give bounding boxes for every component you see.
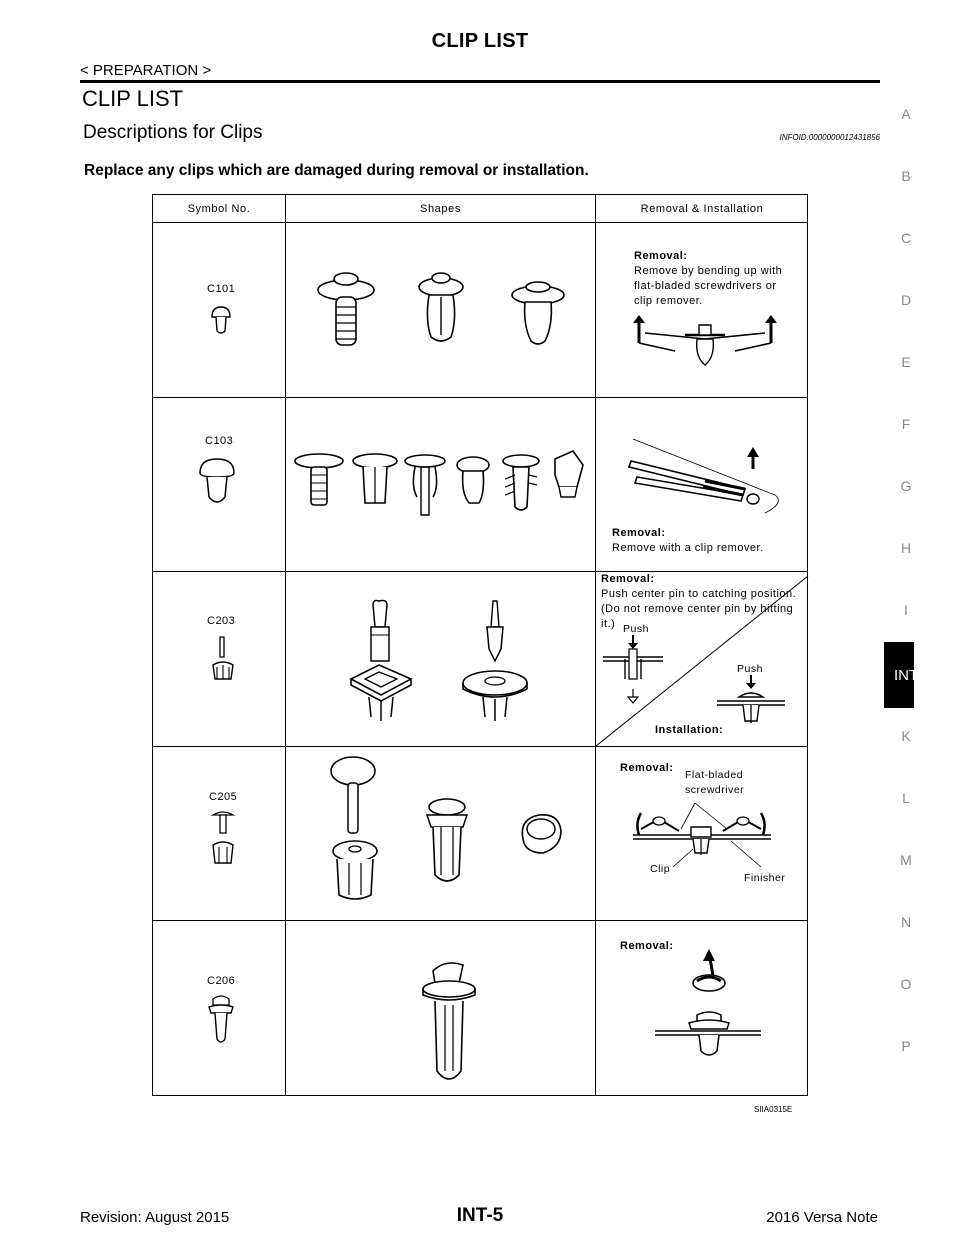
row-divider: [153, 222, 807, 223]
c203-push-label: Push: [623, 623, 649, 635]
c101-small-icon: [209, 305, 233, 337]
side-index-p: P: [901, 1038, 911, 1054]
side-index-d: D: [900, 292, 912, 308]
c103-small-icon: [197, 457, 237, 507]
side-index-e: E: [901, 354, 911, 370]
instruction-text: Replace any clips which are damaged during removal or installation.: [84, 162, 589, 179]
c101-removal-text: [634, 249, 782, 309]
c205-flat-bladed-label: Flat-bladed: [685, 769, 744, 781]
header-removal: Removal & Installation: [640, 203, 764, 215]
c205-removal-figure: [631, 799, 781, 869]
c203-shapes-figure: [349, 599, 545, 729]
side-index-h: H: [900, 540, 912, 556]
c103-removal-line: Remove with a clip remover.: [612, 542, 764, 554]
header-symbol: Symbol No.: [187, 203, 251, 215]
symbol-c203: C203: [207, 615, 236, 627]
c103-removal-text: [612, 526, 764, 556]
header-rule: [80, 80, 880, 83]
c103-removal-label: Removal:: [612, 527, 666, 539]
c101-removal-line: flat-bladed screwdrivers or: [634, 280, 777, 292]
row-divider: [153, 397, 807, 398]
footer-revision: Revision: August 2015: [80, 1209, 230, 1226]
c203-installed-figure: [713, 675, 789, 731]
c203-removal-label: Removal:: [601, 573, 655, 585]
c101-shapes-figure: [301, 265, 591, 355]
side-index-m: M: [900, 852, 912, 868]
c203-small-icon: [211, 635, 235, 687]
section-title: CLIP LIST: [82, 86, 184, 111]
side-index-n: N: [900, 914, 912, 930]
side-index-l: L: [902, 790, 910, 806]
column-divider: [285, 195, 286, 1095]
symbol-c205: C205: [209, 791, 238, 803]
row-divider: [153, 920, 807, 921]
c101-removal-line: clip remover.: [634, 295, 703, 307]
side-index-k: K: [901, 728, 911, 744]
c205-clip-label: Clip: [650, 863, 671, 875]
side-index-b: B: [901, 168, 911, 184]
c206-small-icon: [207, 993, 235, 1049]
c203-installation-label: Installation:: [655, 724, 724, 736]
side-index-a: A: [901, 106, 911, 122]
breadcrumb: < PREPARATION >: [80, 62, 212, 79]
footer-model: 2016 Versa Note: [766, 1209, 878, 1226]
c205-small-icon: [209, 809, 237, 869]
side-index-o: O: [900, 976, 912, 992]
c203-removal-line: (Do not remove center pin by hitting it.): [601, 603, 794, 630]
side-index-int-active: INT: [884, 642, 914, 708]
side-index-g: G: [900, 478, 912, 494]
side-index-f: F: [901, 416, 911, 432]
c206-removal-figure: [653, 947, 763, 1057]
c103-shapes-figure: [293, 447, 593, 527]
subsection-title: Descriptions for Clips: [83, 122, 263, 143]
c206-removal-label: Removal:: [620, 940, 674, 952]
footer-page-number: INT-5: [456, 1205, 504, 1226]
c203-removal-line: Push center pin to catching position.: [601, 588, 797, 600]
c205-finisher-label: Finisher: [744, 872, 786, 884]
c205-screwdriver-label: screwdriver: [685, 784, 745, 796]
c203-push-label: Push: [737, 663, 763, 675]
side-index-c: C: [900, 230, 912, 246]
symbol-c103: C103: [205, 435, 234, 447]
symbol-c101: C101: [207, 283, 236, 295]
c205-shapes-figure: [323, 755, 583, 905]
page-header-title: CLIP LIST: [431, 30, 529, 52]
c205-removal-label: Removal:: [620, 762, 674, 774]
c203-push-figure: [601, 635, 671, 707]
side-index-i: I: [904, 602, 908, 618]
header-shapes: Shapes: [420, 203, 461, 215]
c101-removal-line: Remove by bending up with: [634, 265, 783, 277]
symbol-c206: C206: [207, 975, 236, 987]
info-id: INFOID:0000000012431856: [779, 133, 880, 142]
c206-shapes-figure: [415, 959, 485, 1089]
figure-reference: SIIA0315E: [754, 1105, 793, 1114]
c101-removal-figure: [625, 313, 785, 373]
c101-removal-label: Removal:: [634, 250, 688, 262]
clip-table: [152, 194, 808, 1096]
c103-removal-figure: [625, 433, 795, 513]
